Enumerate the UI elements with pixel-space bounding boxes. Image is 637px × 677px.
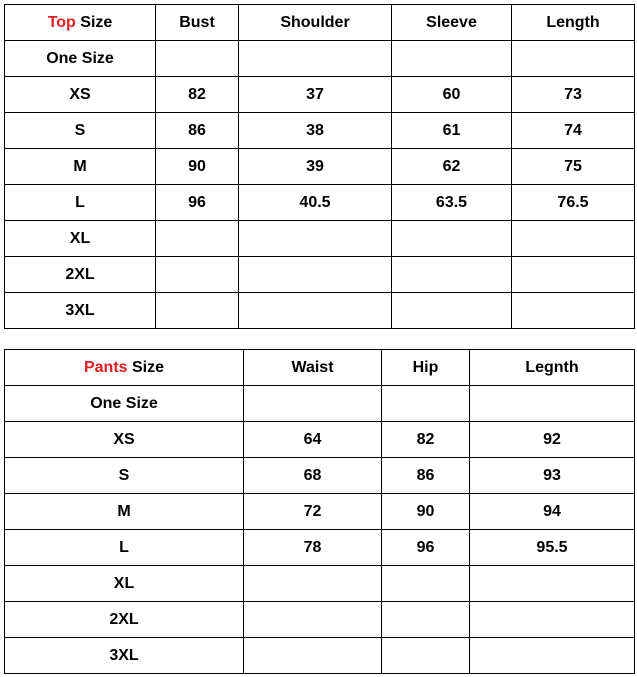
top-size-size-label: M — [5, 149, 156, 185]
pants-size-value-cell — [470, 638, 635, 674]
top-size-row — [5, 77, 635, 113]
top-size-value-cell — [156, 41, 239, 77]
top-size-row — [5, 149, 635, 185]
pants-size-row — [5, 638, 635, 674]
top-size-value-cell — [239, 257, 392, 293]
top-size-row — [5, 185, 635, 221]
top-header-sleeve: Sleeve — [392, 5, 512, 41]
top-size-row — [5, 257, 635, 293]
top-size-value-cell: 96 — [156, 185, 239, 221]
pants-size-size-label: 3XL — [5, 638, 244, 674]
pants-size-row — [5, 494, 635, 530]
top-size-value-cell: 90 — [156, 149, 239, 185]
pants-size-value-cell: 64 — [244, 422, 382, 458]
pants-header-row — [5, 350, 635, 386]
top-size-value-cell: 73 — [512, 77, 635, 113]
top-title-accent: Top — [47, 13, 76, 31]
top-size-value-cell: 61 — [392, 113, 512, 149]
pants-size-table — [4, 349, 635, 674]
top-size-value-cell — [239, 293, 392, 329]
top-size-size-label: XS — [5, 77, 156, 113]
top-size-value-cell — [239, 221, 392, 257]
pants-size-value-cell — [382, 602, 470, 638]
pants-header-length: Legnth — [470, 350, 635, 386]
top-size-value-cell — [512, 221, 635, 257]
top-size-value-cell: 86 — [156, 113, 239, 149]
pants-size-row — [5, 458, 635, 494]
pants-size-value-cell: 72 — [244, 494, 382, 530]
pants-size-size-label: One Size — [5, 386, 244, 422]
top-title-cell — [5, 5, 156, 41]
pants-size-value-cell: 96 — [382, 530, 470, 566]
top-size-value-cell: 75 — [512, 149, 635, 185]
pants-size-value-cell: 68 — [244, 458, 382, 494]
pants-size-value-cell: 92 — [470, 422, 635, 458]
pants-size-row — [5, 602, 635, 638]
pants-size-value-cell: 95.5 — [470, 530, 635, 566]
top-size-value-cell: 82 — [156, 77, 239, 113]
pants-size-value-cell — [244, 602, 382, 638]
top-size-size-label: S — [5, 113, 156, 149]
top-size-value-cell — [392, 41, 512, 77]
top-size-value-cell — [512, 257, 635, 293]
top-size-value-cell — [392, 293, 512, 329]
top-size-value-cell — [512, 293, 635, 329]
top-header-length: Length — [512, 5, 635, 41]
pants-size-size-label: L — [5, 530, 244, 566]
pants-size-size-label: XL — [5, 566, 244, 602]
top-size-value-cell — [239, 41, 392, 77]
pants-size-row — [5, 422, 635, 458]
pants-size-size-label: S — [5, 458, 244, 494]
pants-size-row — [5, 530, 635, 566]
top-header-shoulder: Shoulder — [239, 5, 392, 41]
top-size-value-cell: 37 — [239, 77, 392, 113]
top-size-value-cell — [156, 221, 239, 257]
top-size-value-cell — [392, 221, 512, 257]
top-header-row — [5, 5, 635, 41]
pants-size-size-label: M — [5, 494, 244, 530]
pants-header-waist: Waist — [244, 350, 382, 386]
top-size-value-cell: 38 — [239, 113, 392, 149]
pants-size-value-cell: 86 — [382, 458, 470, 494]
top-size-value-cell — [156, 293, 239, 329]
pants-size-value-cell — [382, 386, 470, 422]
pants-size-value-cell — [382, 566, 470, 602]
top-size-size-label: L — [5, 185, 156, 221]
pants-size-size-label: 2XL — [5, 602, 244, 638]
top-title-rest: Size — [75, 13, 113, 31]
top-size-table-body — [5, 5, 635, 329]
pants-size-row — [5, 566, 635, 602]
top-size-row — [5, 293, 635, 329]
pants-size-row — [5, 386, 635, 422]
top-header-bust: Bust — [156, 5, 239, 41]
pants-header-hip: Hip — [382, 350, 470, 386]
pants-title-cell — [5, 350, 244, 386]
pants-size-value-cell: 94 — [470, 494, 635, 530]
top-size-value-cell: 76.5 — [512, 185, 635, 221]
pants-title-rest: Size — [127, 358, 165, 376]
top-size-value-cell: 60 — [392, 77, 512, 113]
top-size-value-cell — [512, 41, 635, 77]
top-size-size-label: 3XL — [5, 293, 156, 329]
pants-size-value-cell: 90 — [382, 494, 470, 530]
pants-size-value-cell: 82 — [382, 422, 470, 458]
top-size-row — [5, 113, 635, 149]
top-size-value-cell: 40.5 — [239, 185, 392, 221]
pants-size-value-cell — [244, 638, 382, 674]
top-size-value-cell — [392, 257, 512, 293]
top-size-row — [5, 221, 635, 257]
top-size-value-cell — [156, 257, 239, 293]
top-size-row — [5, 41, 635, 77]
pants-size-value-cell — [244, 566, 382, 602]
pants-size-value-cell: 93 — [470, 458, 635, 494]
pants-size-size-label: XS — [5, 422, 244, 458]
top-size-value-cell: 39 — [239, 149, 392, 185]
top-size-value-cell: 62 — [392, 149, 512, 185]
pants-size-value-cell: 78 — [244, 530, 382, 566]
top-size-size-label: XL — [5, 221, 156, 257]
pants-size-table-body — [5, 350, 635, 674]
top-size-value-cell: 63.5 — [392, 185, 512, 221]
top-size-table — [4, 4, 635, 329]
pants-size-value-cell — [382, 638, 470, 674]
top-size-size-label: 2XL — [5, 257, 156, 293]
pants-title-accent: Pants — [83, 358, 128, 376]
pants-size-value-cell — [470, 566, 635, 602]
top-size-value-cell: 74 — [512, 113, 635, 149]
pants-size-value-cell — [470, 602, 635, 638]
pants-size-value-cell — [244, 386, 382, 422]
pants-size-value-cell — [470, 386, 635, 422]
top-size-size-label: One Size — [5, 41, 156, 77]
